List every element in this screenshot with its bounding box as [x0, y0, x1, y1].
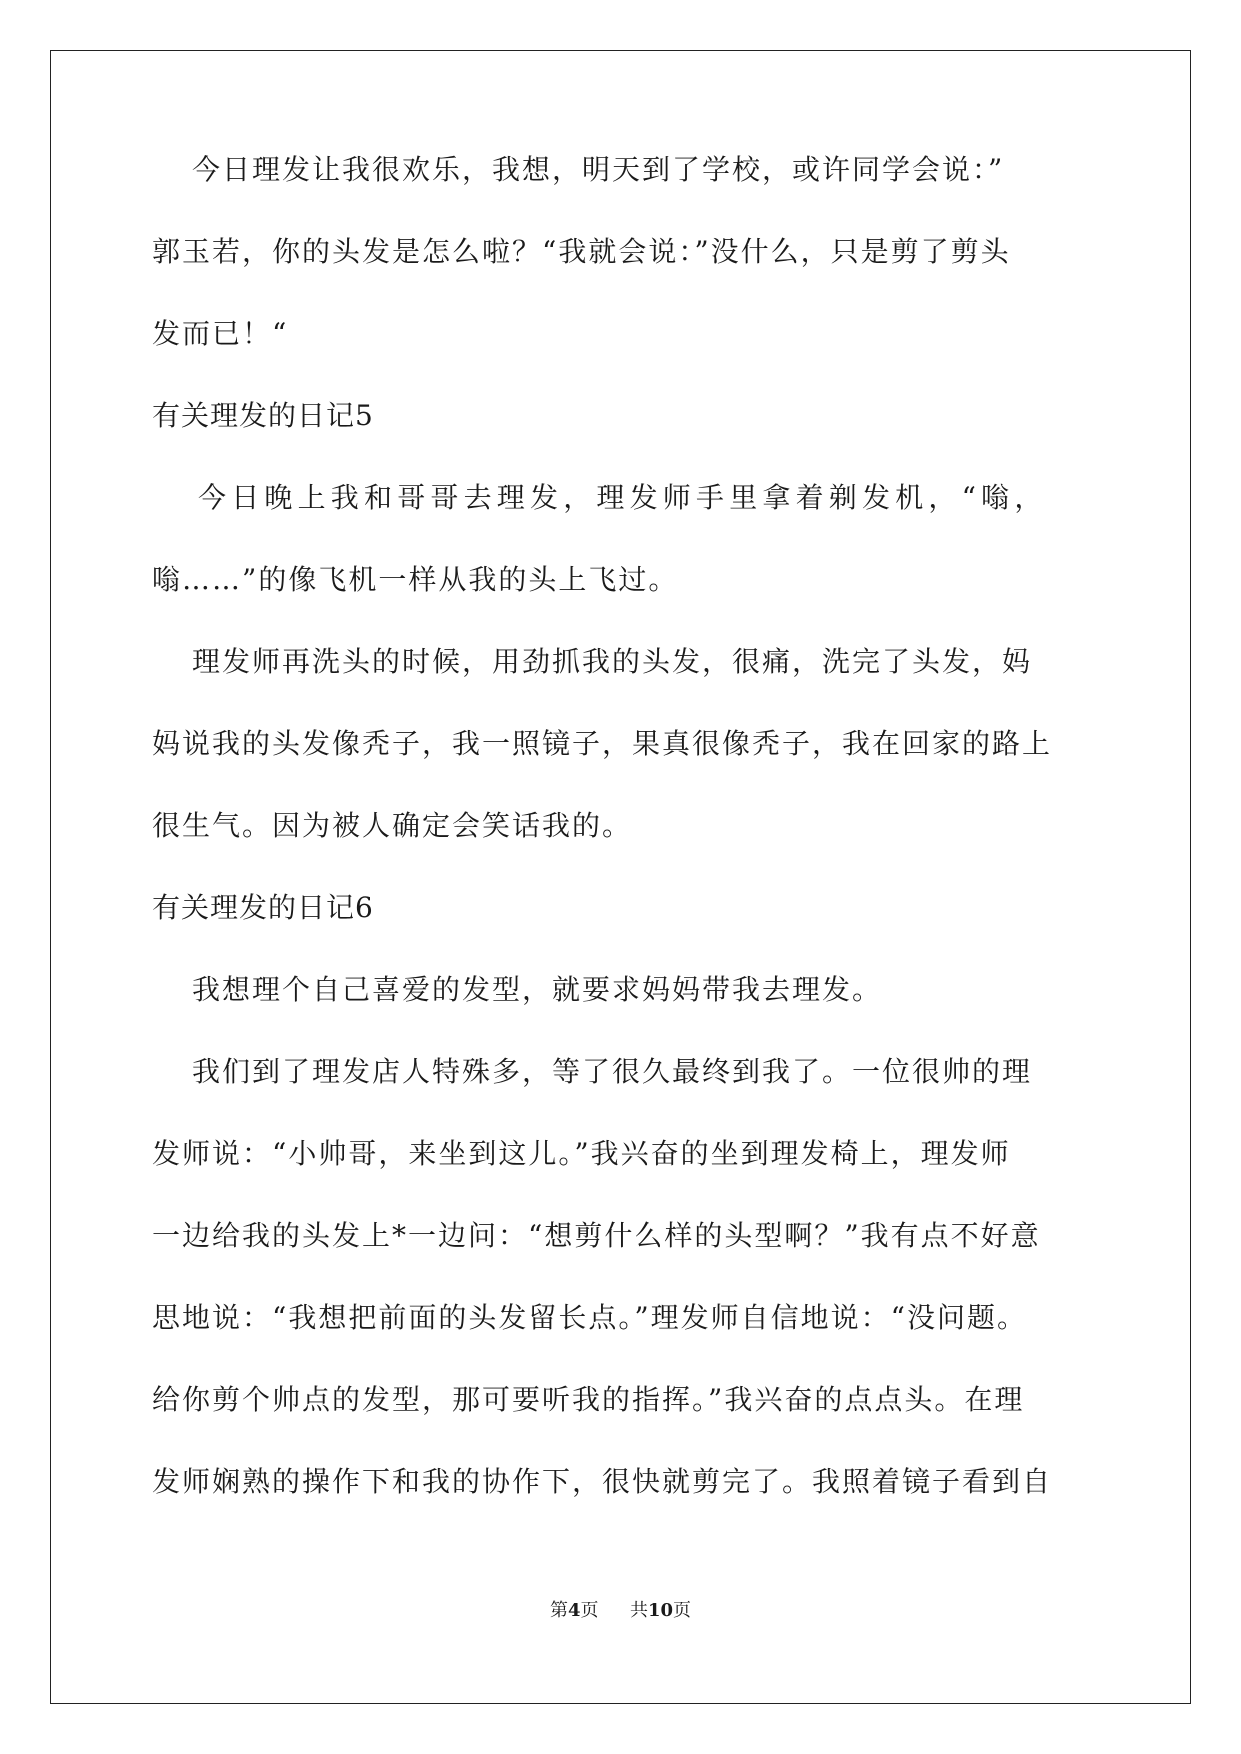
paragraph-line: 我想理个自己喜爱的发型，就要求妈妈带我去理发。	[192, 973, 883, 1006]
page-prefix: 第	[549, 1600, 568, 1621]
total-prefix: 共	[629, 1600, 648, 1621]
paragraph-line: 很生气。因为被人确定会笑话我的。	[152, 809, 633, 842]
paragraph-line: 今日理发让我很欢乐，我想，明天到了学校，或许同学会说：”	[192, 153, 1005, 186]
paragraph-line: 思地说：“我想把前面的头发留长点。”理发师自信地说：“没问题。	[152, 1301, 1027, 1334]
paragraph-line: 今日晚上我和哥哥去理发，理发师手里拿着剃发机，“嗡，	[198, 481, 1048, 514]
section-heading: 有关理发的日记5	[152, 399, 374, 432]
page-footer	[0, 1598, 1241, 1624]
page-indicator	[550, 1598, 599, 1624]
page-suffix: 页	[580, 1600, 599, 1621]
paragraph-line: 一边给我的头发上*一边问：“想剪什么样的头型啊？”我有点不好意	[152, 1219, 1041, 1252]
paragraph-line: 发师说：“小帅哥，来坐到这儿。”我兴奋的坐到理发椅上，理发师	[152, 1137, 1011, 1170]
page-number: 4	[567, 1600, 581, 1621]
paragraph-line: 妈说我的头发像秃子，我一照镜子，果真很像秃子，我在回家的路上	[152, 727, 1053, 760]
paragraph-line: 发师娴熟的操作下和我的协作下，很快就剪完了。我照着镜子看到自	[152, 1465, 1053, 1498]
paragraph-line: 郭玉若，你的头发是怎么啦？“我就会说：”没什么，只是剪了剪头	[152, 235, 1011, 268]
total-suffix: 页	[673, 1600, 692, 1621]
paragraph-line: 理发师再洗头的时候，用劲抓我的头发，很痛，洗完了头发，妈	[192, 645, 1033, 678]
total-pages: 10	[647, 1600, 674, 1621]
total-pages-indicator	[630, 1598, 691, 1624]
section-heading: 有关理发的日记6	[152, 891, 374, 924]
paragraph-line: 给你剪个帅点的发型，那可要听我的指挥。”我兴奋的点点头。在理	[152, 1383, 1025, 1416]
page-border	[50, 50, 1191, 1704]
paragraph-line: 嗡……”的像飞机一样从我的头上飞过。	[152, 563, 679, 596]
paragraph-line: 发而已！“	[152, 317, 289, 350]
paragraph-line: 我们到了理发店人特殊多，等了很久最终到我了。一位很帅的理	[192, 1055, 1033, 1088]
